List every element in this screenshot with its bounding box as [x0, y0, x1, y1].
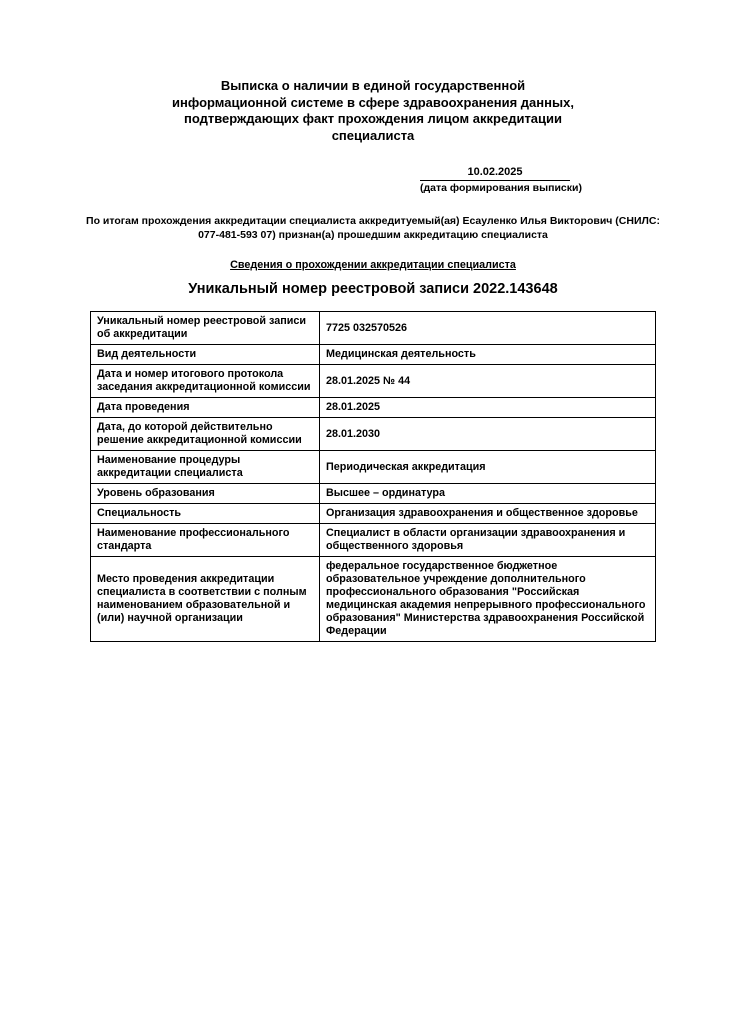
- table-row: [91, 345, 656, 365]
- table-row: [91, 451, 656, 484]
- row-value: федеральное государственное бюджетное образовательное учреждение дополнительного профессионального образования "Российская медицинская академия непрерывного профессионального образования" Министерства здравоохранения Российской Федерации: [320, 557, 656, 642]
- row-value: Высшее – ординатура: [320, 484, 656, 504]
- row-value: 28.01.2025: [320, 398, 656, 418]
- section-heading: Сведения о прохождении аккредитации специалиста: [230, 259, 516, 271]
- row-label: Место проведения аккредитации специалиста в соответствии с полным наименованием образовательной и (или) научной организации: [91, 557, 320, 642]
- row-label: Наименование профессионального стандарта: [91, 524, 320, 557]
- table-row: [91, 312, 656, 345]
- registry-number-heading: Уникальный номер реестровой записи 2022.143648: [188, 281, 558, 297]
- row-value: 28.01.2025 № 44: [320, 365, 656, 398]
- table-row: [91, 365, 656, 398]
- row-label: Уровень образования: [91, 484, 320, 504]
- row-label: Дата и номер итогового протокола заседания аккредитационной комиссии: [91, 365, 320, 398]
- row-value: Специалист в области организации здравоохранения и общественного здоровья: [320, 524, 656, 557]
- row-label: Уникальный номер реестровой записи об аккредитации: [91, 312, 320, 345]
- table-row: [91, 484, 656, 504]
- accreditation-table: [90, 311, 656, 642]
- row-label: Дата проведения: [91, 398, 320, 418]
- table-row: [91, 418, 656, 451]
- table-row: [91, 524, 656, 557]
- row-label: Специальность: [91, 504, 320, 524]
- row-value: 7725 032570526: [320, 312, 656, 345]
- row-label: Вид деятельности: [91, 345, 320, 365]
- row-value: Медицинская деятельность: [320, 345, 656, 365]
- row-value: Организация здравоохранения и общественное здоровье: [320, 504, 656, 524]
- intro-paragraph: По итогам прохождения аккредитации специалиста аккредитуемый(ая) Есауленко Илья Викторович (СНИЛС: 077-481-593 07) признан(а) прошедшим аккредитацию специалиста: [86, 215, 660, 241]
- document-title: Выписка о наличии в единой государственной информационной системе в сфере здравоохранения данных, подтверждающих факт прохождения лицом аккредитации специалиста: [172, 78, 574, 143]
- issue-date: 10.02.2025: [420, 166, 570, 181]
- row-label: Наименование процедуры аккредитации специалиста: [91, 451, 320, 484]
- table-row: [91, 398, 656, 418]
- row-value: Периодическая аккредитация: [320, 451, 656, 484]
- row-value: 28.01.2030: [320, 418, 656, 451]
- issue-date-block: [420, 166, 582, 195]
- table-row: [91, 557, 656, 642]
- table-row: [91, 504, 656, 524]
- row-label: Дата, до которой действительно решение аккредитационной комиссии: [91, 418, 320, 451]
- issue-date-caption: (дата формирования выписки): [420, 182, 582, 194]
